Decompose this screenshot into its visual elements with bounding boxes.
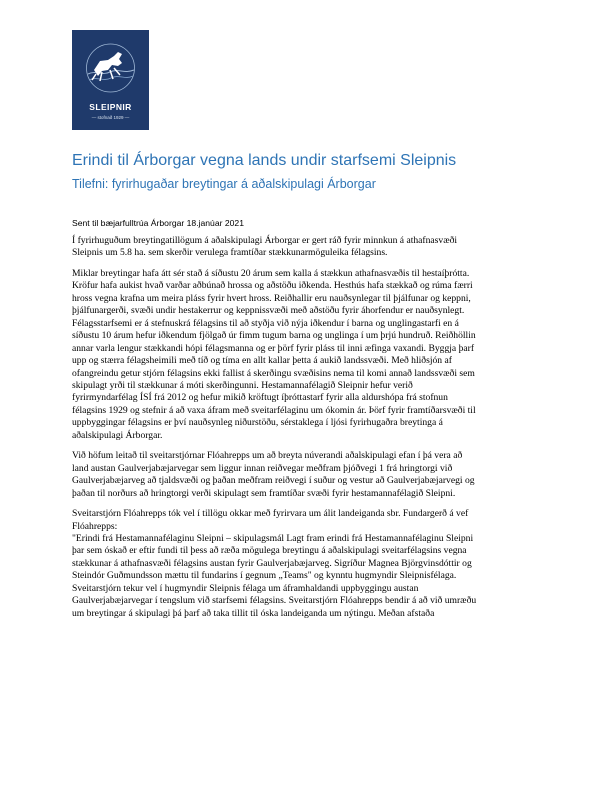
body-line: hross vegna krafna um meira pláss fyrir hvert hross. Reiðhallir eru nauðsynlegar til þjálfunar og keppni, — [72, 292, 471, 304]
logo-established: — stofnað 1929 — — [91, 115, 130, 120]
document-body — [72, 235, 542, 620]
quote-line: Steindór Guðmundsson mættu til fundarins í gegnum „Teams" og kynntu hugmyndir Sleipnisfélaga. — [72, 570, 457, 582]
body-line: Í fyrirhuguðum breytingatillögum á aðalskipulagi Árborgar er gert ráð fyrir minnkun á athafnasvæði — [72, 235, 458, 246]
body-line: þaðan til norðurs að hringtorgi verði skipulagt sem framtíðar svæði fyrir hestamannafélagið Sleipni. — [72, 487, 456, 499]
logo-name: SLEIPNIR — [89, 102, 132, 112]
body-line: land austan Gaulverjabæjarvegar sem liggur innan reiðvegar meðfram þjóðvegi 1 frá hringtorgi við — [72, 462, 453, 474]
body-line: Gaulverjabæjarveg að tjaldsvæði og þaðan meðfram reiðvegi í suður og vestur að Gaulverjabæjarvegi og — [72, 475, 475, 487]
document-subtitle: Tilefni: fyrirhugaðar breytingar á aðalskipulagi Árborgar — [72, 177, 376, 191]
body-line: Félagsstarfsemi er á stefnuskrá félagsins til að styðja við nýja iðkendur í barna og unglingastarfi en á — [72, 317, 459, 329]
body-line: Flóahrepps: — [72, 520, 118, 532]
sleipnir-logo — [72, 30, 149, 130]
body-line: félagsins 1929 og stefnir á að vaxa áfram með sveitarfélaginu um ókomin ár. Þörf fyrir framtíðarsvæði til — [72, 404, 476, 416]
quote-line: Gaulverjabæjarvegar í tengslum við starfsemi félagsins. Sveitarstjórn Flóahrepps bendir á að við umræðu — [72, 595, 477, 607]
body-line: uppbyggingar félagsins er því nauðsynleg niðurstöðu, sérstaklega í ljósi fyrirhugaðra breytinga á — [72, 417, 443, 429]
body-line: síðustu 10 árum hefur iðkendum fjölgað úr fimm tugum barna og unglinga í um þrjú hundruð. Reiðhöllin — [72, 330, 476, 342]
body-line: þjálfunargerði, svæði undir hestakerrur og keppnissvæði með aðstöðu fyrir áhorfendur er nauðsynlegt. — [72, 305, 465, 317]
quote-line: þar sem óskað er eftir fundi til þess að ræða mögulega breytingu á aðalskipulagi sveitarfélagsins vegna — [72, 545, 467, 557]
body-line: ofangreindu getur stjórn félagsins ekki fallist á skerðingu svæðisins nema til komi annað landssvæði sem — [72, 367, 475, 379]
body-line: upp og stærra félagsheimili með tíð og tíma en allt kallar þetta á aukið landssvæði. Með hliðsjón af — [72, 355, 452, 367]
body-line: Sveitarstjórn Flóahrepps tók vel í tillögu okkar með fyrirvara um álit landeiganda sbr. Fundargerð á vef — [72, 508, 469, 520]
body-line: Við höfum leitað til sveitarstjórnar Flóahrepps um að breyta núverandi aðalskipulagi efan í þá vera að — [72, 450, 463, 462]
quote-line: stækkunar á athafnasvæði félagsins austan fyrir Gaulverjabæjarveg. Sigríður Magnea Björgvinsdóttir og — [72, 557, 472, 569]
body-line: aðalskipulagi Árborgar. — [72, 429, 163, 441]
paragraph — [72, 235, 542, 260]
body-line: skipulagt yrði til stækkunar á móti skerðingunni. Hestamannafélagið Sleipnir hefur verið — [72, 379, 413, 391]
quote-line: "Erindi frá Hestamannafélaginu Sleipni – skipulagsmál Lagt fram erindi frá Hestamannafélaginu Sleipni — [72, 532, 474, 544]
paragraph — [72, 268, 542, 442]
body-line: Kröfur hafa aukist hvað varðar aðbúnað hrossa og aðstöðu iðkenda. Hesthús hafa stækkað og rúma færri — [72, 280, 473, 292]
document-title: Erindi til Árborgar vegna lands undir starfsemi Sleipnis — [72, 152, 457, 169]
body-line: annar varla lengur stækkandi hópi félagsmanna og er þörf fyrir pláss til inni æfinga vaxandi. Byggja þarf — [72, 342, 475, 354]
body-line: fyrirmyndarfélag ÍSÍ frá 2012 og hefur mikið kröftugt íþróttastarf fyrir alla aldurshópa frá stofnun — [72, 392, 448, 404]
paragraph — [72, 450, 542, 500]
body-line: Miklar breytingar hafa átt sér stað á síðustu 20 árum sem kalla á stækkun athafnasvæðis til hestaíþrótta. — [72, 267, 470, 279]
paragraph — [72, 508, 542, 620]
sent-line: Sent til bæjarfulltrúa Árborgar 18.janúar 2021 — [72, 218, 244, 228]
quote-line: um breytingar á skipulagi þá þarf að taka tillit til óska landeiganda um nýtingu. Meðan afstaða — [72, 607, 435, 619]
quote-line: Sveitarstjórn tekur vel í hugmyndir Sleipnis félaga um áframhaldandi uppbyggingu austan — [72, 582, 419, 594]
body-line: Sleipnis um 5.8 ha. sem skerðir verulega framtíðar stækkunarmöguleika félagsins. — [72, 247, 388, 259]
